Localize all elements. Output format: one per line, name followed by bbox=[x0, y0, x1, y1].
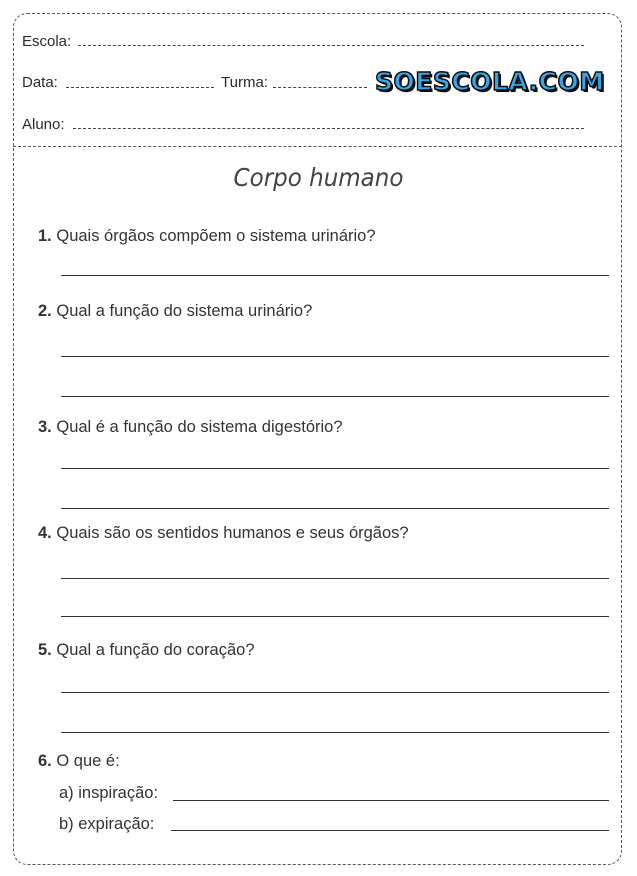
answer-line-2b[interactable] bbox=[61, 396, 609, 397]
page-title: Corpo humano bbox=[233, 163, 404, 192]
soescola-logo: SOESCOLA.COM bbox=[375, 67, 605, 96]
question-number: 5. bbox=[38, 641, 52, 659]
answer-line-6b[interactable] bbox=[171, 830, 609, 831]
question-text: O que é: bbox=[56, 752, 120, 770]
answer-line-4b[interactable] bbox=[61, 616, 609, 617]
question-number: 1. bbox=[38, 227, 52, 245]
student-field[interactable] bbox=[73, 128, 584, 129]
answer-line-3a[interactable] bbox=[61, 468, 609, 469]
question-text: Qual a função do sistema urinário? bbox=[56, 302, 313, 320]
answer-line-1a[interactable] bbox=[61, 275, 609, 276]
question-text: Quais são os sentidos humanos e seus órgãos? bbox=[56, 524, 409, 542]
question-6 bbox=[38, 752, 120, 771]
student-label: Aluno: bbox=[22, 116, 65, 133]
answer-line-2a[interactable] bbox=[61, 356, 609, 357]
question-5 bbox=[38, 641, 255, 660]
subitem-inspiracao-label: a) inspiração: bbox=[59, 784, 159, 802]
question-text: Quais órgãos compõem o sistema urinário? bbox=[56, 227, 376, 245]
date-label: Data: bbox=[22, 74, 58, 91]
class-field[interactable] bbox=[273, 87, 367, 88]
question-1 bbox=[38, 227, 376, 246]
question-number: 6. bbox=[38, 752, 52, 770]
answer-line-5b[interactable] bbox=[61, 732, 609, 733]
question-number: 3. bbox=[38, 418, 52, 436]
school-label: Escola: bbox=[22, 33, 72, 50]
answer-line-3b[interactable] bbox=[61, 508, 609, 509]
question-4 bbox=[38, 524, 409, 543]
subitem-expiracao-label: b) expiração: bbox=[59, 815, 155, 833]
question-number: 2. bbox=[38, 302, 52, 320]
question-text: Qual a função do coração? bbox=[56, 641, 255, 659]
question-number: 4. bbox=[38, 524, 52, 542]
answer-line-4a[interactable] bbox=[61, 578, 609, 579]
answer-line-6a[interactable] bbox=[173, 800, 609, 801]
class-label: Turma: bbox=[221, 74, 268, 91]
question-2 bbox=[38, 302, 312, 321]
question-3 bbox=[38, 418, 343, 437]
worksheet-border bbox=[13, 13, 622, 865]
date-field[interactable] bbox=[66, 87, 214, 88]
school-field[interactable] bbox=[78, 45, 584, 46]
answer-line-5a[interactable] bbox=[61, 692, 609, 693]
header-divider bbox=[13, 146, 622, 147]
question-text: Qual é a função do sistema digestório? bbox=[56, 418, 343, 436]
